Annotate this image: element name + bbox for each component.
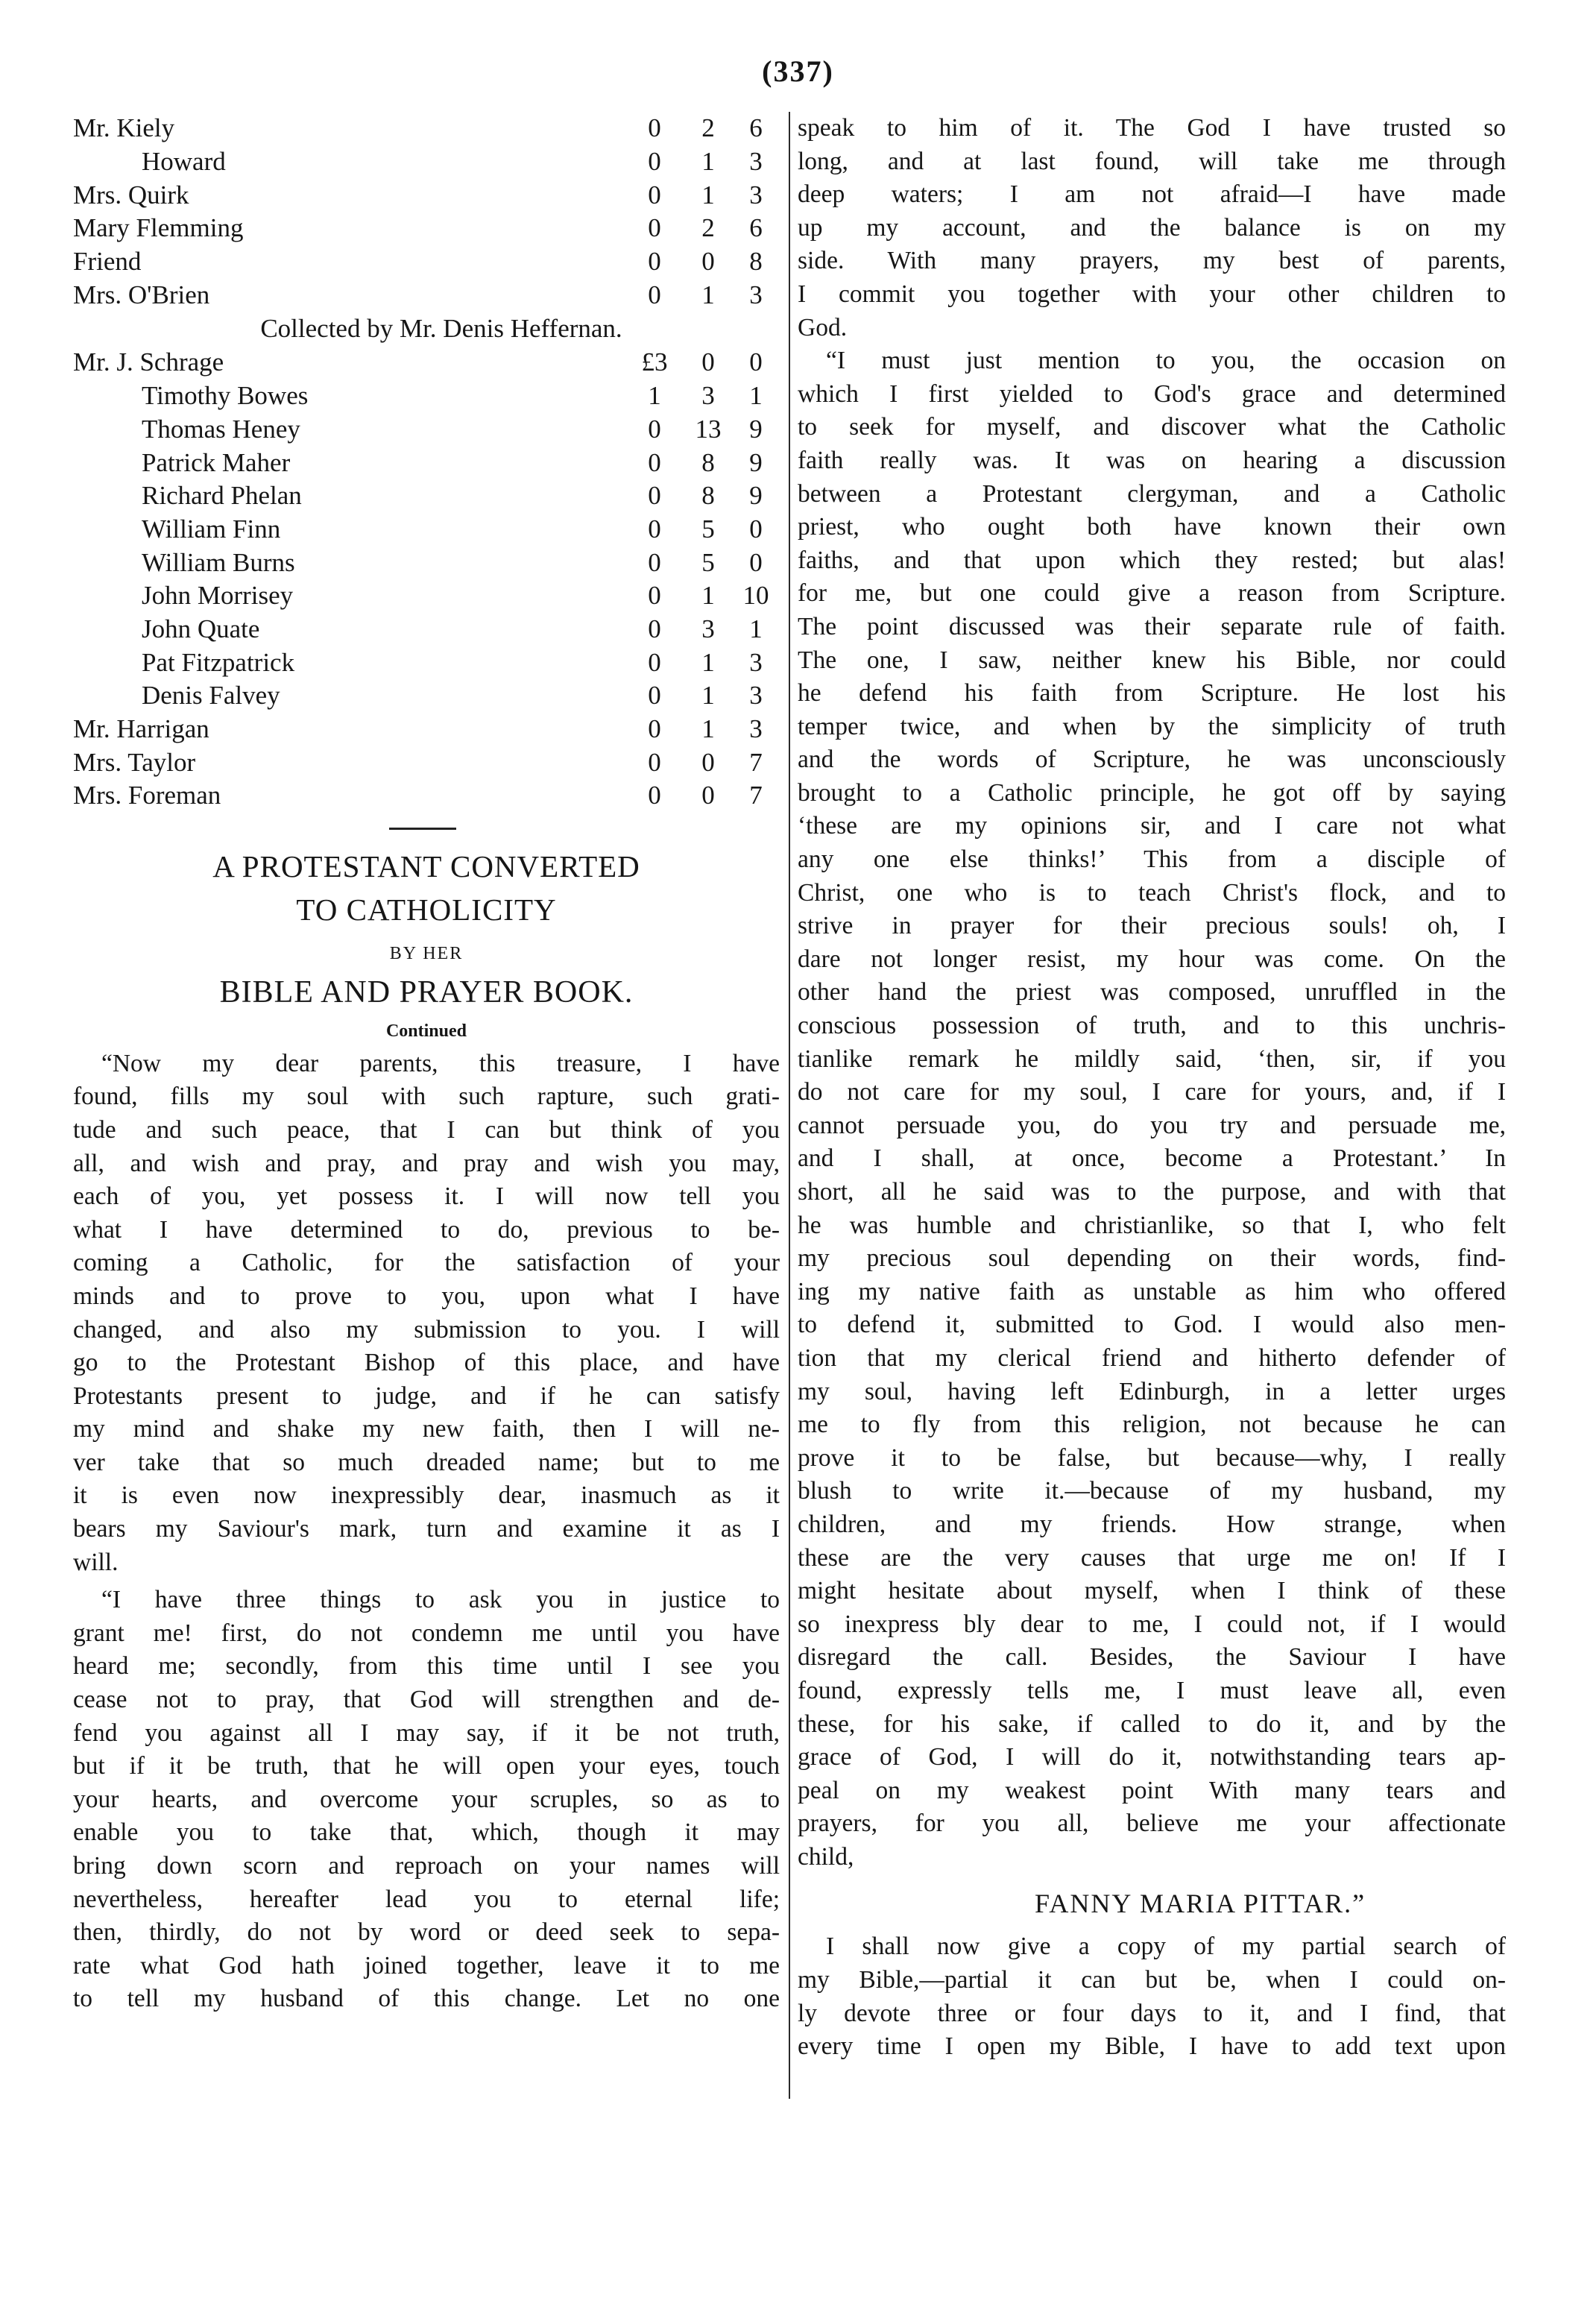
text-line: for me, but one could give a reason from Scripture. bbox=[798, 579, 1506, 608]
amount-shillings: 2 bbox=[701, 213, 715, 243]
text-line: Christ, one who is to teach Christ's flock, and to bbox=[798, 878, 1506, 907]
text-line: each of you, yet possess it. I will now tell you bbox=[73, 1182, 780, 1211]
amount-pence: 3 bbox=[749, 147, 763, 177]
text-line: your hearts, and overcome your scruples, so as to bbox=[73, 1785, 780, 1813]
text-line: to seek for myself, and discover what the Catholic bbox=[798, 413, 1506, 441]
text-line: found, expressly tells me, I must leave all, even bbox=[798, 1676, 1506, 1704]
text-line: peal on my weakest point With many tears and bbox=[798, 1776, 1506, 1804]
subscriber-name: William Burns bbox=[142, 547, 295, 577]
text-line: will. bbox=[73, 1548, 119, 1576]
text-line: rate what God hath joined together, leave it to me bbox=[73, 1951, 780, 1979]
text-line: deep waters; I am not afraid—I have made bbox=[798, 180, 1506, 209]
text-line: me to fly from this religion, not because he can bbox=[798, 1411, 1506, 1439]
text-line: ver take that so much dreaded name; but to me bbox=[73, 1448, 780, 1476]
text-line: God. bbox=[798, 313, 848, 341]
amount-shillings: 5 bbox=[701, 514, 715, 544]
amount-pounds: 0 bbox=[648, 280, 661, 309]
text-line: every time I open my Bible, I have to add text upon bbox=[798, 2032, 1506, 2061]
subscriber-name: Mrs. Quirk bbox=[73, 180, 189, 210]
text-line: The one, I saw, neither knew his Bible, nor could bbox=[798, 646, 1506, 674]
amount-pounds: 0 bbox=[648, 714, 661, 744]
text-line: enable you to take that, which, though it may bbox=[73, 1818, 780, 1847]
text-line: so inexpress bly dear to me, I could not, if I would bbox=[798, 1610, 1506, 1638]
text-line: it is even now inexpressibly dear, inasmuch as it bbox=[73, 1481, 780, 1510]
amount-pounds: 1 bbox=[648, 381, 661, 411]
text-line: bears my Saviour's mark, turn and examine it as I bbox=[73, 1515, 780, 1543]
text-line: what I have determined to do, previous to be- bbox=[73, 1215, 780, 1244]
subscriber-name: Howard bbox=[142, 147, 226, 177]
amount-pence: 1 bbox=[749, 381, 763, 411]
amount-shillings: 1 bbox=[701, 681, 715, 711]
amount-shillings: 1 bbox=[701, 647, 715, 677]
subscriber-name: Mrs. O'Brien bbox=[73, 280, 210, 309]
amount-shillings: 13 bbox=[695, 414, 722, 444]
text-line: my mind and shake my new faith, then I will ne- bbox=[73, 1415, 780, 1443]
subscriber-name: Mr. J. Schrage bbox=[73, 347, 224, 377]
subscriber-name: Pat Fitzpatrick bbox=[142, 647, 295, 677]
text-line: found, fills my soul with such rapture, such grati- bbox=[73, 1083, 780, 1111]
text-line: faiths, and that upon which they rested; but alas! bbox=[798, 546, 1506, 574]
amount-pence: 7 bbox=[749, 781, 763, 810]
article-subtitle: BIBLE AND PRAYER BOOK. bbox=[219, 974, 634, 1010]
subscriber-name: Mr. Kiely bbox=[73, 113, 175, 143]
subscription-row bbox=[73, 413, 780, 447]
amount-pounds: 0 bbox=[648, 747, 661, 777]
amount-shillings: 2 bbox=[701, 113, 715, 143]
text-line: which I first yielded to God's grace and determined bbox=[798, 379, 1506, 408]
text-line: “I must just mention to you, the occasion on bbox=[826, 347, 1506, 375]
letter-signature: FANNY MARIA PITTAR.” bbox=[1035, 1889, 1366, 1919]
text-line: tion that my clerical friend and hitherto defender of bbox=[798, 1344, 1506, 1372]
subscriber-name: John Quate bbox=[142, 614, 260, 643]
amount-pounds: 0 bbox=[648, 447, 661, 477]
amount-pence: 6 bbox=[749, 113, 763, 143]
subscription-row bbox=[73, 679, 780, 713]
subscription-list-bottom bbox=[73, 346, 780, 813]
text-line: strive in prayer for their precious souls! oh, I bbox=[798, 912, 1506, 940]
text-line: minds and to prove to you, upon what I have bbox=[73, 1282, 780, 1310]
amount-pounds: 0 bbox=[648, 614, 661, 643]
subscriber-name: Mr. Harrigan bbox=[73, 714, 209, 744]
text-line: any one else thinks!’ This from a disciple of bbox=[798, 845, 1506, 874]
text-line: long, and at last found, will take me through bbox=[798, 147, 1506, 175]
amount-pence: 8 bbox=[749, 247, 763, 277]
column-divider bbox=[789, 112, 790, 2099]
amount-pounds: 0 bbox=[648, 581, 661, 611]
text-line: short, all he said was to the purpose, and with that bbox=[798, 1178, 1506, 1206]
text-line: go to the Protestant Bishop of this place, and have bbox=[73, 1349, 780, 1377]
text-line: and the words of Scripture, he was unconsciously bbox=[798, 746, 1506, 774]
right-column bbox=[798, 112, 1506, 2064]
amount-shillings: 0 bbox=[701, 747, 715, 777]
amount-pounds: 0 bbox=[648, 414, 661, 444]
subscriber-name: Richard Phelan bbox=[142, 481, 302, 511]
text-line: children, and my friends. How strange, when bbox=[798, 1510, 1506, 1538]
amount-pounds: 0 bbox=[648, 113, 661, 143]
subscriber-name: William Finn bbox=[142, 514, 281, 544]
article-title-line-1: A PROTESTANT CONVERTED bbox=[212, 848, 640, 884]
text-line: “Now my dear parents, this treasure, I have bbox=[101, 1049, 780, 1077]
amount-shillings: 1 bbox=[701, 581, 715, 611]
text-line: and I shall, at once, become a Protestant.’ In bbox=[798, 1144, 1506, 1173]
subscription-row bbox=[73, 278, 780, 312]
text-line: my Bible,—partial it can but be, when I could on- bbox=[798, 1966, 1506, 1994]
subscription-row bbox=[73, 145, 780, 179]
subscription-row bbox=[73, 446, 780, 479]
amount-shillings: 5 bbox=[701, 547, 715, 577]
amount-shillings: 0 bbox=[701, 247, 715, 277]
subscriber-name: Denis Falvey bbox=[142, 681, 280, 711]
amount-pence: 3 bbox=[749, 714, 763, 744]
subscriber-name: John Morrisey bbox=[142, 581, 294, 611]
article-body-right-tail bbox=[798, 1930, 1506, 2063]
amount-pence: 3 bbox=[749, 681, 763, 711]
text-line: “I have three things to ask you in justice to bbox=[101, 1586, 780, 1614]
text-line: conscious possession of truth, and to this unchris- bbox=[798, 1012, 1506, 1040]
text-line: he defend his faith from Scripture. He lost his bbox=[798, 679, 1506, 708]
amount-pounds: 0 bbox=[648, 681, 661, 711]
amount-pence: 1 bbox=[749, 614, 763, 643]
amount-pence: 6 bbox=[749, 213, 763, 243]
amount-pounds: 0 bbox=[648, 213, 661, 243]
amount-shillings: 8 bbox=[701, 447, 715, 477]
text-line: priest, who ought both have known their own bbox=[798, 513, 1506, 541]
text-line: nevertheless, hereafter lead you to eternal life; bbox=[73, 1885, 780, 1913]
text-line: temper twice, and when by the simplicity of truth bbox=[798, 712, 1506, 740]
text-line: bring down scorn and reproach on your names will bbox=[73, 1852, 780, 1880]
subscriber-name: Thomas Heney bbox=[142, 414, 300, 444]
amount-pounds: 0 bbox=[648, 547, 661, 577]
subscription-row bbox=[73, 346, 780, 379]
text-line: faith really was. It was on hearing a discussion bbox=[798, 446, 1506, 474]
text-line: dare not longer resist, my hour was come. On the bbox=[798, 945, 1506, 973]
text-line: side. With many prayers, my best of parents, bbox=[798, 247, 1506, 275]
text-line: to defend it, submitted to God. I would also men- bbox=[798, 1311, 1506, 1339]
amount-pounds: 0 bbox=[648, 481, 661, 511]
text-line: brought to a Catholic principle, he got off by saying bbox=[798, 778, 1506, 807]
page-number: (337) bbox=[762, 54, 834, 88]
text-line: between a Protestant clergyman, and a Catholic bbox=[798, 479, 1506, 508]
subscriber-name: Patrick Maher bbox=[142, 447, 291, 477]
text-line: prayers, for you all, believe me your affectionate bbox=[798, 1810, 1506, 1838]
text-line: prove it to be false, but because—why, I really bbox=[798, 1443, 1506, 1472]
text-line: these are the very causes that urge me on! If I bbox=[798, 1543, 1506, 1572]
subscription-list-top bbox=[73, 112, 780, 312]
text-line: ly devote three or four days to it, and I find, that bbox=[798, 1999, 1506, 2027]
text-line: heard me; secondly, from this time until I see you bbox=[73, 1652, 780, 1681]
article-body-left bbox=[73, 1048, 780, 2016]
amount-pence: 3 bbox=[749, 280, 763, 309]
text-line: tude and such peace, that I can but think of you bbox=[73, 1115, 780, 1144]
text-line: grant me! first, do not condemn me until you have bbox=[73, 1619, 780, 1647]
text-line: all, and wish and pray, and pray and wish you may, bbox=[73, 1149, 780, 1177]
amount-pence: 0 bbox=[749, 514, 763, 544]
amount-pounds: 0 bbox=[648, 147, 661, 177]
section-divider bbox=[389, 828, 456, 830]
subscription-row bbox=[73, 546, 780, 579]
text-line: these, for his sake, if called to do it, and by the bbox=[798, 1710, 1506, 1738]
text-line: to tell my husband of this change. Let no one bbox=[73, 1985, 780, 2013]
subscription-row bbox=[73, 245, 780, 279]
left-column bbox=[73, 112, 780, 2016]
text-line: might hesitate about myself, when I think of these bbox=[798, 1577, 1506, 1605]
subscription-row bbox=[73, 112, 780, 145]
text-line: tianlike remark he mildly said, ‘then, sir, if you bbox=[798, 1045, 1506, 1073]
text-line: my soul, having left Edinburgh, in a letter urges bbox=[798, 1377, 1506, 1405]
amount-shillings: 3 bbox=[701, 614, 715, 643]
amount-pence: 9 bbox=[749, 481, 763, 511]
article-title-line-2: TO CATHOLICITY bbox=[296, 892, 557, 927]
text-line: I shall now give a copy of my partial search of bbox=[826, 1933, 1506, 1961]
text-line: coming a Catholic, for the satisfaction of your bbox=[73, 1249, 780, 1277]
subscription-row bbox=[73, 379, 780, 413]
text-line: grace of God, I will do it, notwithstanding tears ap- bbox=[798, 1743, 1506, 1771]
amount-shillings: 1 bbox=[701, 180, 715, 210]
amount-pounds: £3 bbox=[641, 347, 668, 377]
subscription-row bbox=[73, 746, 780, 779]
text-line: fend you against all I may say, if it be not truth, bbox=[73, 1719, 780, 1747]
text-line: do not care for my soul, I care for yours, and, if I bbox=[798, 1078, 1506, 1106]
subscription-row bbox=[73, 513, 780, 547]
subscription-row bbox=[73, 646, 780, 679]
subscription-row bbox=[73, 178, 780, 212]
amount-pence: 7 bbox=[749, 747, 763, 777]
article-by-line: BY HER bbox=[389, 943, 464, 963]
text-line: he was humble and christianlike, so that I, who felt bbox=[798, 1211, 1506, 1239]
amount-pounds: 0 bbox=[648, 247, 661, 277]
subscriber-name: Friend bbox=[73, 247, 142, 277]
text-line: my precious soul depending on their words, find- bbox=[798, 1244, 1506, 1273]
amount-pounds: 0 bbox=[648, 781, 661, 810]
subscription-row bbox=[73, 713, 780, 746]
text-line: but if it be truth, that he will open your eyes, touch bbox=[73, 1752, 780, 1780]
text-line: speak to him of it. The God I have trusted so bbox=[798, 114, 1506, 142]
amount-pence: 10 bbox=[742, 581, 769, 611]
text-line: ‘these are my opinions sir, and I care not what bbox=[798, 812, 1506, 840]
text-line: blush to write it.—because of my husband, my bbox=[798, 1477, 1506, 1505]
subscription-row bbox=[73, 779, 780, 813]
text-line: ing my native faith as unstable as him who offered bbox=[798, 1277, 1506, 1305]
subscriber-name: Mrs. Foreman bbox=[73, 781, 221, 810]
amount-shillings: 0 bbox=[701, 781, 715, 810]
text-line: then, thirdly, do not by word or deed seek to sepa- bbox=[73, 1918, 780, 1947]
amount-shillings: 1 bbox=[701, 714, 715, 744]
collector-line: Collected by Mr. Denis Heffernan. bbox=[260, 314, 622, 344]
text-line: cease not to pray, that God will strengthen and de- bbox=[73, 1686, 780, 1714]
subscriber-name: Mrs. Taylor bbox=[73, 747, 196, 777]
amount-pence: 3 bbox=[749, 180, 763, 210]
amount-pounds: 0 bbox=[648, 180, 661, 210]
amount-pence: 9 bbox=[749, 447, 763, 477]
subscriber-name: Timothy Bowes bbox=[142, 381, 309, 411]
text-line: changed, and also my submission to you. I will bbox=[73, 1315, 780, 1344]
amount-shillings: 1 bbox=[701, 280, 715, 309]
text-line: disregard the call. Besides, the Saviour I have bbox=[798, 1643, 1506, 1672]
continued-label: Continued bbox=[385, 1021, 467, 1041]
subscription-row bbox=[73, 579, 780, 613]
amount-shillings: 1 bbox=[701, 147, 715, 177]
text-line: cannot persuade you, do you try and persuade me, bbox=[798, 1111, 1506, 1139]
text-line: I commit you together with your other children to bbox=[798, 280, 1506, 308]
amount-pence: 3 bbox=[749, 647, 763, 677]
amount-pounds: 0 bbox=[648, 514, 661, 544]
amount-shillings: 3 bbox=[701, 381, 715, 411]
subscription-row bbox=[73, 613, 780, 646]
amount-pence: 0 bbox=[749, 347, 763, 377]
text-line: The point discussed was their separate rule of faith. bbox=[798, 612, 1506, 640]
text-line: up my account, and the balance is on my bbox=[798, 213, 1506, 242]
amount-pence: 0 bbox=[749, 547, 763, 577]
subscription-row bbox=[73, 212, 780, 245]
text-line: other hand the priest was composed, unruffled in the bbox=[798, 978, 1506, 1007]
article-body-right bbox=[798, 112, 1506, 1874]
amount-pounds: 0 bbox=[648, 647, 661, 677]
amount-shillings: 0 bbox=[701, 347, 715, 377]
subscriber-name: Mary Flemming bbox=[73, 213, 244, 243]
subscription-row bbox=[73, 479, 780, 513]
text-line: Protestants present to judge, and if he can satisfy bbox=[73, 1382, 780, 1410]
amount-pence: 9 bbox=[749, 414, 763, 444]
text-line: child, bbox=[798, 1842, 854, 1871]
amount-shillings: 8 bbox=[701, 481, 715, 511]
